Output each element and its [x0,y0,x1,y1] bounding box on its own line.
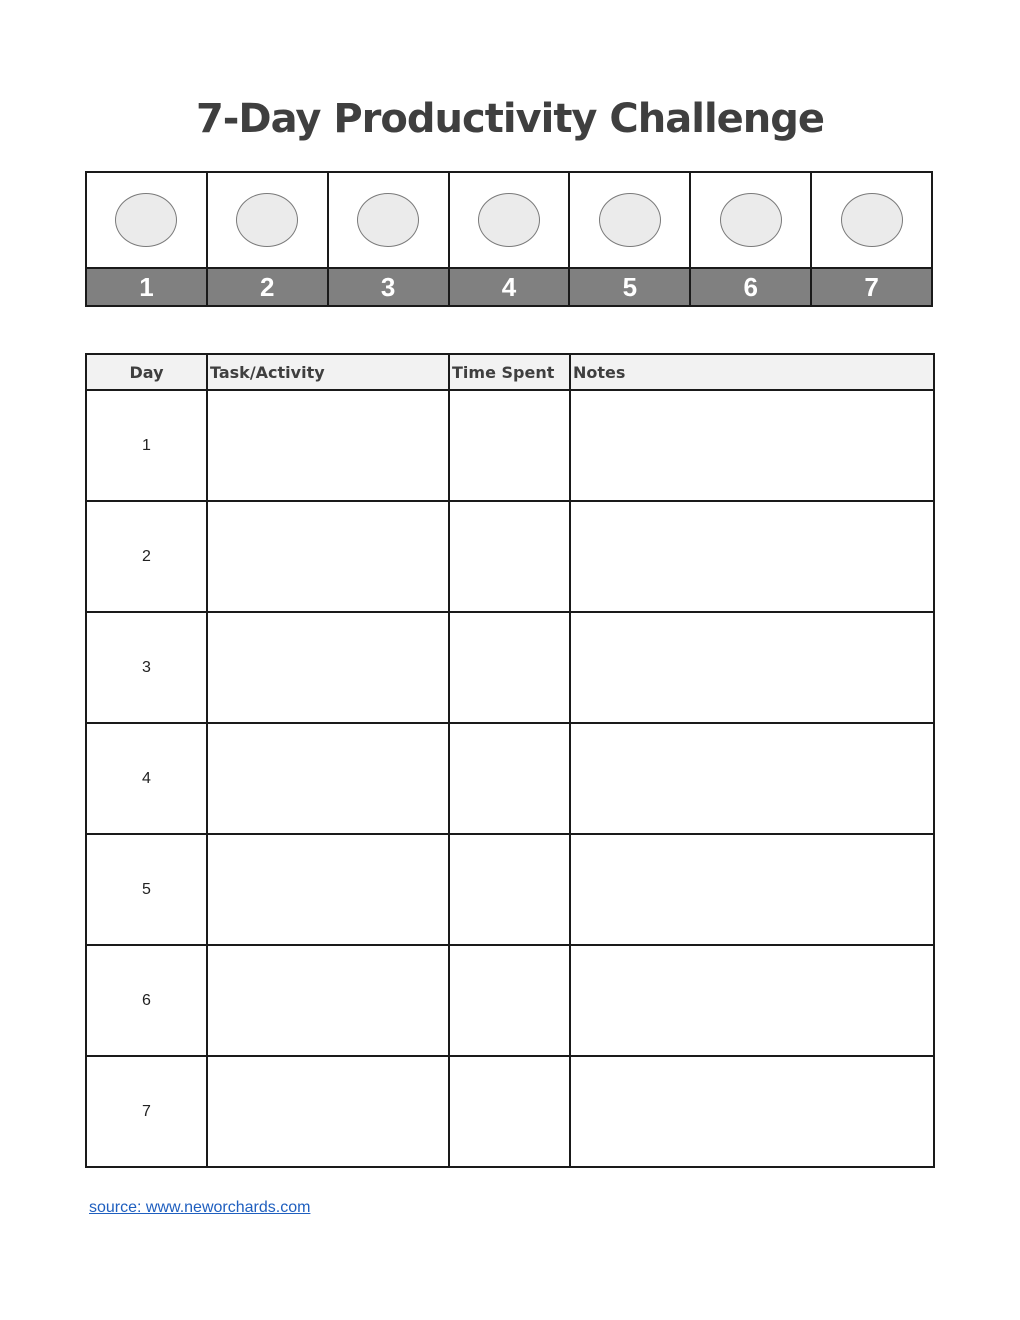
checkbox-circle-day-5[interactable] [599,193,661,247]
tracker-day-number: 3 [329,269,448,305]
time-cell[interactable] [449,723,570,834]
task-cell[interactable] [207,723,449,834]
checkbox-circle-day-6[interactable] [720,193,782,247]
table-row [86,834,934,945]
time-cell[interactable] [449,834,570,945]
notes-cell[interactable] [570,1056,934,1167]
day-tracker [85,171,933,307]
time-cell[interactable] [449,390,570,501]
column-header-time: Time Spent [449,354,570,390]
time-cell[interactable] [449,501,570,612]
tracker-cell [691,173,812,305]
checkbox-circle-day-1[interactable] [115,193,177,247]
task-cell[interactable] [207,834,449,945]
page-title: 7-Day Productivity Challenge [195,96,825,142]
tracker-cell [812,173,931,305]
table-row [86,501,934,612]
tracker-checkbox-area [329,173,448,269]
tracker-day-number: 2 [208,269,327,305]
tracker-checkbox-area [87,173,206,269]
day-cell: 5 [86,834,207,945]
tracker-day-number: 6 [691,269,810,305]
day-cell: 2 [86,501,207,612]
column-header-day: Day [86,354,207,390]
tracker-checkbox-area [208,173,327,269]
tracker-checkbox-area [450,173,569,269]
tracker-day-number: 5 [570,269,689,305]
task-cell[interactable] [207,501,449,612]
tracker-cell [329,173,450,305]
time-cell[interactable] [449,612,570,723]
table-row [86,723,934,834]
source-link[interactable]: source: www.neworchards.com [89,1199,311,1216]
time-cell[interactable] [449,1056,570,1167]
column-header-task: Task/Activity [207,354,449,390]
notes-cell[interactable] [570,834,934,945]
tracker-day-number: 4 [450,269,569,305]
task-cell[interactable] [207,945,449,1056]
notes-cell[interactable] [570,945,934,1056]
day-cell: 3 [86,612,207,723]
tracker-day-number: 1 [87,269,206,305]
activity-log-table [85,353,935,1168]
column-header-notes: Notes [570,354,934,390]
tracker-cell [87,173,208,305]
task-cell[interactable] [207,612,449,723]
tracker-cell [450,173,571,305]
notes-cell[interactable] [570,612,934,723]
table-row [86,1056,934,1167]
checkbox-circle-day-3[interactable] [357,193,419,247]
tracker-day-number: 7 [812,269,931,305]
table-row [86,945,934,1056]
tracker-cell [208,173,329,305]
time-cell[interactable] [449,945,570,1056]
day-cell: 1 [86,390,207,501]
checkbox-circle-day-7[interactable] [841,193,903,247]
tracker-checkbox-area [812,173,931,269]
notes-cell[interactable] [570,390,934,501]
notes-cell[interactable] [570,501,934,612]
task-cell[interactable] [207,1056,449,1167]
checkbox-circle-day-4[interactable] [478,193,540,247]
tracker-checkbox-area [570,173,689,269]
notes-cell[interactable] [570,723,934,834]
day-cell: 4 [86,723,207,834]
table-row [86,390,934,501]
table-header-row [86,354,934,390]
tracker-cell [570,173,691,305]
day-cell: 6 [86,945,207,1056]
task-cell[interactable] [207,390,449,501]
table-row [86,612,934,723]
checkbox-circle-day-2[interactable] [236,193,298,247]
day-cell: 7 [86,1056,207,1167]
tracker-checkbox-area [691,173,810,269]
